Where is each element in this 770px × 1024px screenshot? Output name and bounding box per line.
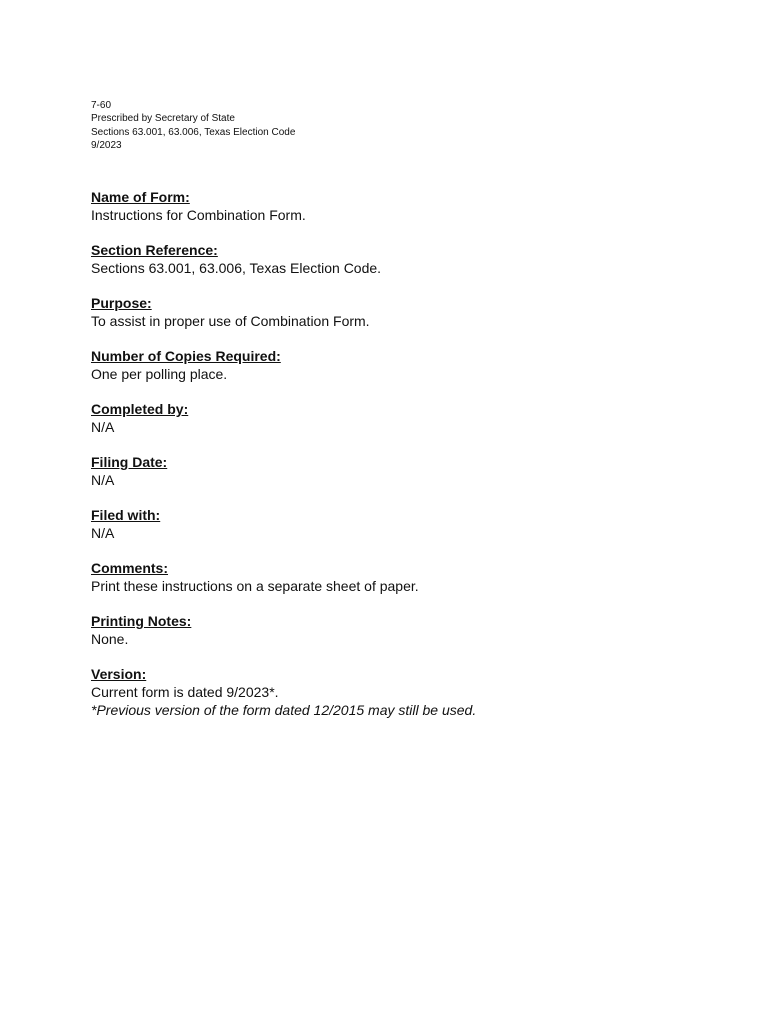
section-filing-date	[91, 453, 731, 489]
field-value: None.	[91, 631, 129, 647]
field-label: Name of Form:	[91, 189, 190, 205]
field-label: Comments:	[91, 560, 169, 576]
field-value: N/A	[91, 472, 115, 488]
section-version	[91, 665, 731, 719]
form-header	[91, 99, 295, 152]
field-label: Filing Date:	[91, 454, 168, 470]
section-comments	[91, 559, 731, 595]
prescribed-by: Prescribed by Secretary of State	[91, 113, 235, 125]
field-label: Completed by:	[91, 401, 189, 417]
version-note: *Previous version of the form dated 12/2015 may still be used.	[91, 702, 477, 718]
section-completed-by	[91, 400, 731, 436]
field-label: Purpose:	[91, 295, 152, 311]
section-purpose	[91, 294, 731, 330]
header-sections: Sections 63.001, 63.006, Texas Election Code	[91, 126, 296, 138]
field-label: Printing Notes:	[91, 613, 192, 629]
field-value: N/A	[91, 419, 115, 435]
section-printing-notes	[91, 612, 731, 648]
field-value: N/A	[91, 525, 115, 541]
field-value: Print these instructions on a separate sheet of paper.	[91, 578, 419, 594]
field-label: Number of Copies Required:	[91, 348, 281, 364]
field-value: To assist in proper use of Combination Form.	[91, 313, 370, 329]
field-label: Filed with:	[91, 507, 161, 523]
form-number: 7-60	[91, 100, 112, 111]
form-body	[91, 188, 731, 736]
section-section-reference	[91, 241, 731, 277]
section-name-of-form	[91, 188, 731, 224]
header-date: 9/2023	[91, 139, 122, 151]
field-value: One per polling place.	[91, 366, 228, 382]
section-number-of-copies	[91, 347, 731, 383]
field-label: Section Reference:	[91, 242, 218, 258]
section-filed-with	[91, 506, 731, 542]
field-value: Current form is dated 9/2023*.	[91, 684, 279, 700]
field-value: Instructions for Combination Form.	[91, 207, 306, 223]
field-label: Version:	[91, 666, 147, 682]
field-value: Sections 63.001, 63.006, Texas Election Code.	[91, 260, 382, 276]
